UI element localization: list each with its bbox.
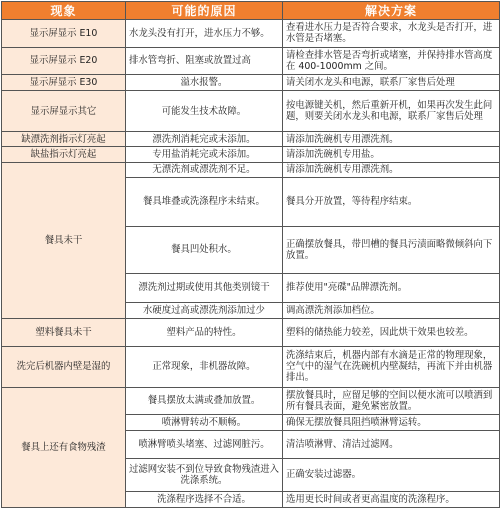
table-row bbox=[2, 75, 500, 91]
cause-cell: 洗涤程序选择不合适。 bbox=[126, 491, 283, 507]
symptom-cell: 显示屏显示其它 bbox=[2, 91, 126, 132]
cause-cell: 过滤网安装不到位导致食物残渣进入洗涤系统。 bbox=[126, 459, 283, 492]
header-solution: 解决方案 bbox=[283, 2, 500, 20]
table-row bbox=[2, 147, 500, 162]
cause-cell: 正常现象，非机器故障。 bbox=[126, 346, 283, 387]
table-row bbox=[2, 47, 500, 75]
solution-cell: 请检查排水管是否弯折或堵塞，并保持排水管高度在 400-1000mm 之间。 bbox=[283, 47, 500, 75]
cause-cell: 漂洗剂过期或使用其他类别镜干 bbox=[126, 273, 283, 303]
cause-cell: 水硬度过高或漂洗剂添加过少 bbox=[126, 303, 283, 319]
table-header-row bbox=[2, 2, 500, 20]
cause-cell: 喷淋臂喷头堵塞、过滤网脏污。 bbox=[126, 430, 283, 459]
header-cause: 可能的原因 bbox=[126, 2, 283, 20]
solution-cell: 确保无摆放餐具阻挡喷淋臂运转。 bbox=[283, 415, 500, 430]
symptom-cell: 缺盐指示灯亮起 bbox=[2, 147, 126, 162]
cause-cell: 餐具摆放太满或叠加放置。 bbox=[126, 387, 283, 415]
symptom-cell: 显示屏显示 E10 bbox=[2, 20, 126, 48]
table-row bbox=[2, 346, 500, 387]
table-row bbox=[2, 91, 500, 132]
solution-cell: 塑料的储热能力较差，因此烘干效果也较差。 bbox=[283, 319, 500, 347]
cause-cell: 水龙头没有打开，进水压力不够。 bbox=[126, 20, 283, 48]
solution-cell: 正确安装过滤器。 bbox=[283, 459, 500, 492]
table-row bbox=[2, 319, 500, 347]
solution-cell: 请添加洗碗机专用漂洗剂。 bbox=[283, 162, 500, 177]
cause-cell: 餐具堆叠或洗涤程序未结束。 bbox=[126, 177, 283, 226]
symptom-cell: 洗完后机器内壁是湿的 bbox=[2, 346, 126, 387]
header-symptom: 现象 bbox=[2, 2, 126, 20]
cause-cell: 排水管弯折、阻塞或放置过高 bbox=[126, 47, 283, 75]
solution-cell: 推荐使用"亮碟"品牌漂洗剂。 bbox=[283, 273, 500, 303]
symptom-cell-not-dry: 餐具未干 bbox=[2, 162, 126, 319]
cause-cell: 喷淋臂转动不顺畅。 bbox=[126, 415, 283, 430]
solution-cell: 摆放餐具时，应留足够的空间以便水流可以喷洒到所有餐具表面，避免紧密放置。 bbox=[283, 387, 500, 415]
symptom-cell: 塑料餐具未干 bbox=[2, 319, 126, 347]
solution-cell: 餐具分开放置，等待程序结束。 bbox=[283, 177, 500, 226]
symptom-cell: 显示屏显示 E20 bbox=[2, 47, 126, 75]
symptom-cell: 缺漂洗剂指示灯亮起 bbox=[2, 132, 126, 147]
cause-cell: 餐具凹处积水。 bbox=[126, 226, 283, 273]
table-row bbox=[2, 387, 500, 415]
table-row bbox=[2, 162, 500, 177]
solution-cell: 洗涤结束后，机器内部有水滴是正常的物理现象，空气中的湿气在洗碗机内壁凝结，再流下并由机器排出。 bbox=[283, 346, 500, 387]
table-row bbox=[2, 20, 500, 48]
solution-cell: 请添加洗碗机专用盐。 bbox=[283, 147, 500, 162]
solution-cell: 请关闭水龙头和电源，联系厂家售后处理 bbox=[283, 75, 500, 91]
solution-cell: 正确摆放餐具，带凹槽的餐具污渍面略微倾斜向下放置。 bbox=[283, 226, 500, 273]
solution-cell: 调高漂洗剂添加档位。 bbox=[283, 303, 500, 319]
solution-cell: 选用更长时间或者更高温度的洗涤程序。 bbox=[283, 491, 500, 507]
cause-cell: 无漂洗剂或漂洗剂不足。 bbox=[126, 162, 283, 177]
cause-cell: 溢水报警。 bbox=[126, 75, 283, 91]
cause-cell: 漂洗剂消耗完或未添加。 bbox=[126, 132, 283, 147]
table-row bbox=[2, 132, 500, 147]
symptom-cell: 显示屏显示 E30 bbox=[2, 75, 126, 91]
solution-cell: 清洁喷淋臂、清洁过滤网。 bbox=[283, 430, 500, 459]
cause-cell: 可能发生技术故障。 bbox=[126, 91, 283, 132]
cause-cell: 塑料产品的特性。 bbox=[126, 319, 283, 347]
cause-cell: 专用盐消耗完或未添加。 bbox=[126, 147, 283, 162]
troubleshooting-table bbox=[1, 1, 500, 508]
solution-cell: 请添加洗碗机专用漂洗剂。 bbox=[283, 132, 500, 147]
solution-cell: 查看进水压力是否符合要求，水龙头是否打开，进水管是否堵塞。 bbox=[283, 20, 500, 48]
solution-cell: 按电源键关机，然后重新开机，如果再次发生此问题，则要关闭水龙头和电源，联系厂家售后处理 bbox=[283, 91, 500, 132]
symptom-cell-residue: 餐具上还有食物残渣 bbox=[2, 387, 126, 507]
